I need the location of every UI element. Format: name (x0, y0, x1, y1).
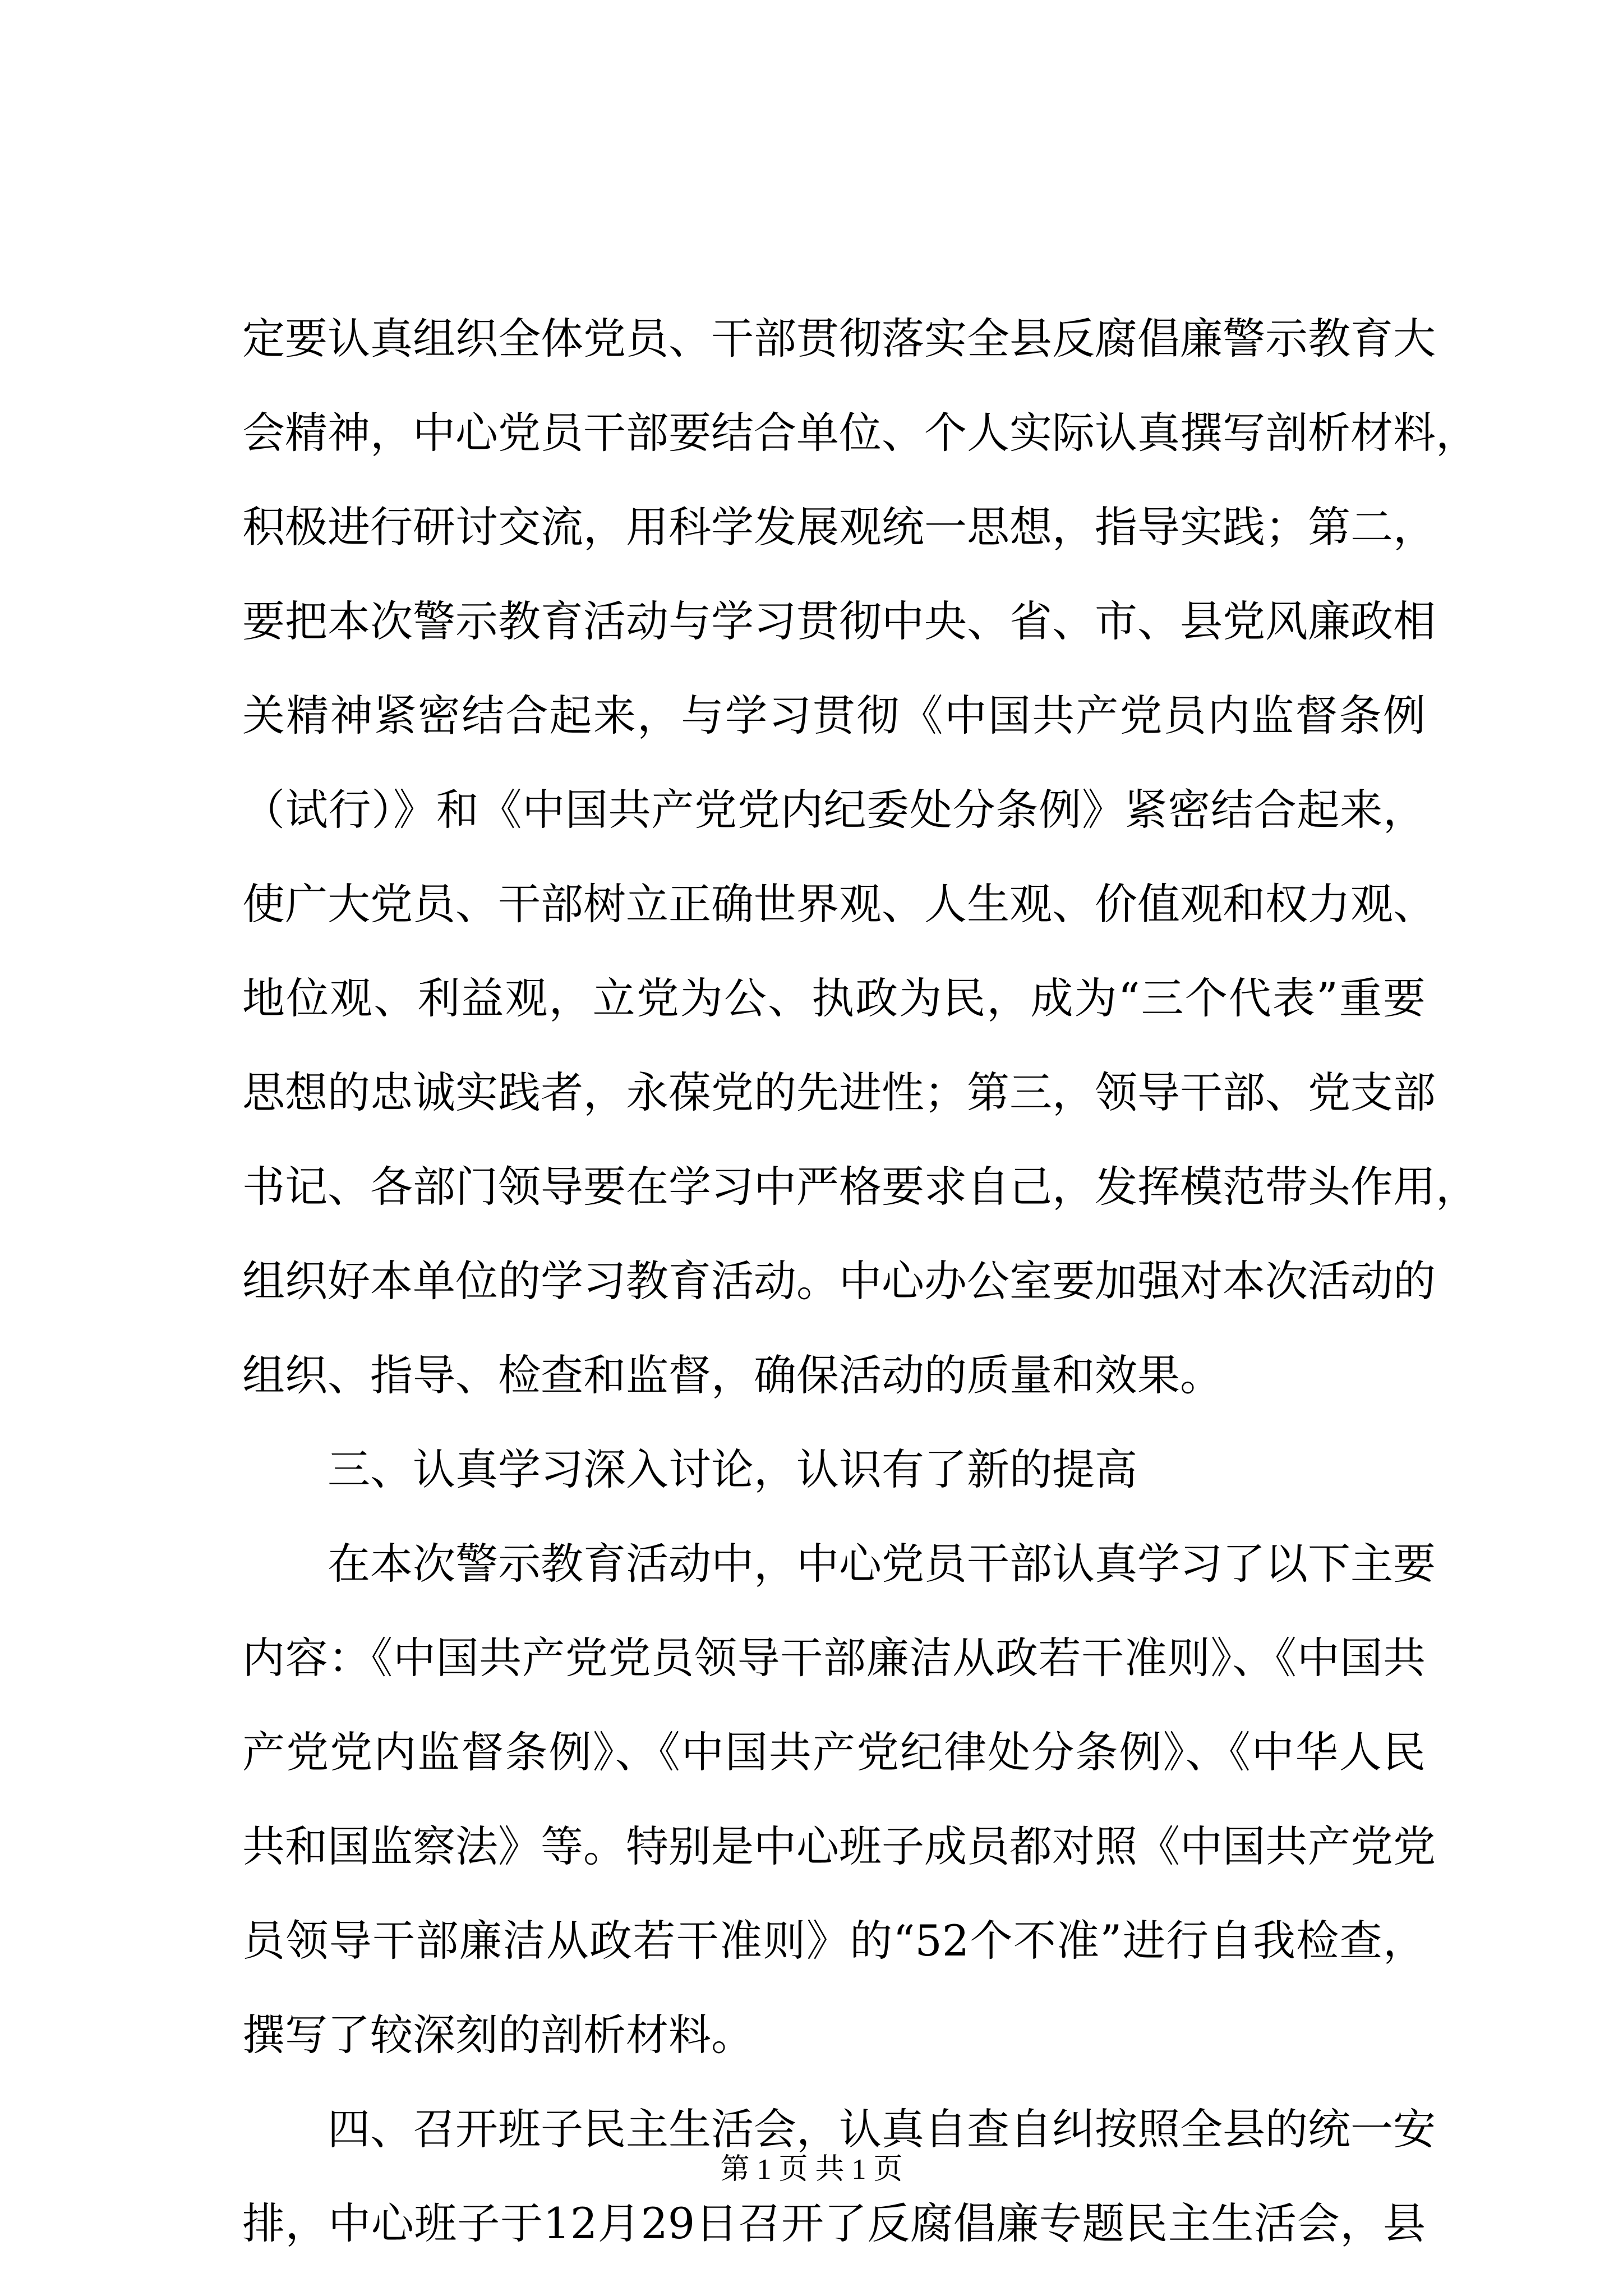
paragraph-line: 要把本次警示教育活动与学习贯彻中央、省、市、县党风廉政相 (242, 596, 1436, 646)
paragraph-line: 定要认真组织全体党员、干部贯彻落实全县反腐倡廉警示教育大 (242, 314, 1436, 364)
paragraph-line: 在本次警示教育活动中，中心党员干部认真学习了以下主要 (328, 1539, 1436, 1589)
paragraph-line: 撰写了较深刻的剖析材料。 (242, 2010, 754, 2060)
document-body (242, 292, 1478, 2271)
paragraph-line: 排，中心班子于12月29日召开了反腐倡廉专题民主生活会，县 (242, 2198, 1426, 2248)
paragraph-line: 会精神，中心党员干部要结合单位、个人实际认真撰写剖析材料， (242, 408, 1478, 458)
paragraph-line: 共和国监察法》等。特别是中心班子成员都对照《中国共产党党 (242, 1821, 1436, 1871)
page-number: 第 1 页 共 1 页 (720, 2154, 903, 2185)
paragraph-line: 思想的忠诚实践者，永葆党的先进性；第三，领导干部、党支部 (242, 1068, 1436, 1117)
paragraph-line: 员领导干部廉洁从政若干准则》的“52个不准”进行自我检查， (242, 1916, 1426, 1966)
paragraph-line: 书记、各部门领导要在学习中严格要求自己，发挥模范带头作用， (242, 1162, 1478, 1212)
paragraph-line: 使广大党员、干部树立正确世界观、人生观、价值观和权力观、 (242, 879, 1436, 929)
paragraph-line: 组织、指导、检查和监督，确保活动的质量和效果。 (242, 1350, 1223, 1400)
paragraph-line: 积极进行研讨交流，用科学发展观统一思想，指导实践；第二， (242, 502, 1436, 552)
paragraph-line: 内容：《中国共产党党员领导干部廉洁从政若干准则》、《中国共 (242, 1633, 1426, 1683)
section-heading-line: 四、召开班子民主生活会，认真自查自纠按照全县的统一安 (328, 2104, 1436, 2154)
section-heading: 三、认真学习深入讨论，认识有了新的提高 (328, 1444, 1137, 1494)
paragraph-line: 地位观、利益观，立党为公、执政为民，成为“三个代表”重要 (242, 973, 1426, 1023)
paragraph-line: 关精神紧密结合起来，与学习贯彻《中国共产党员内监督条例 (242, 691, 1426, 740)
paragraph-line: 组织好本单位的学习教育活动。中心办公室要加强对本次活动的 (242, 1256, 1436, 1306)
paragraph-line: （试行）》和《中国共产党党内纪委处分条例》紧密结合起来， (242, 785, 1426, 835)
paragraph-line: 产党党内监督条例》、《中国共产党纪律处分条例》、《中华人民 (242, 1727, 1426, 1777)
